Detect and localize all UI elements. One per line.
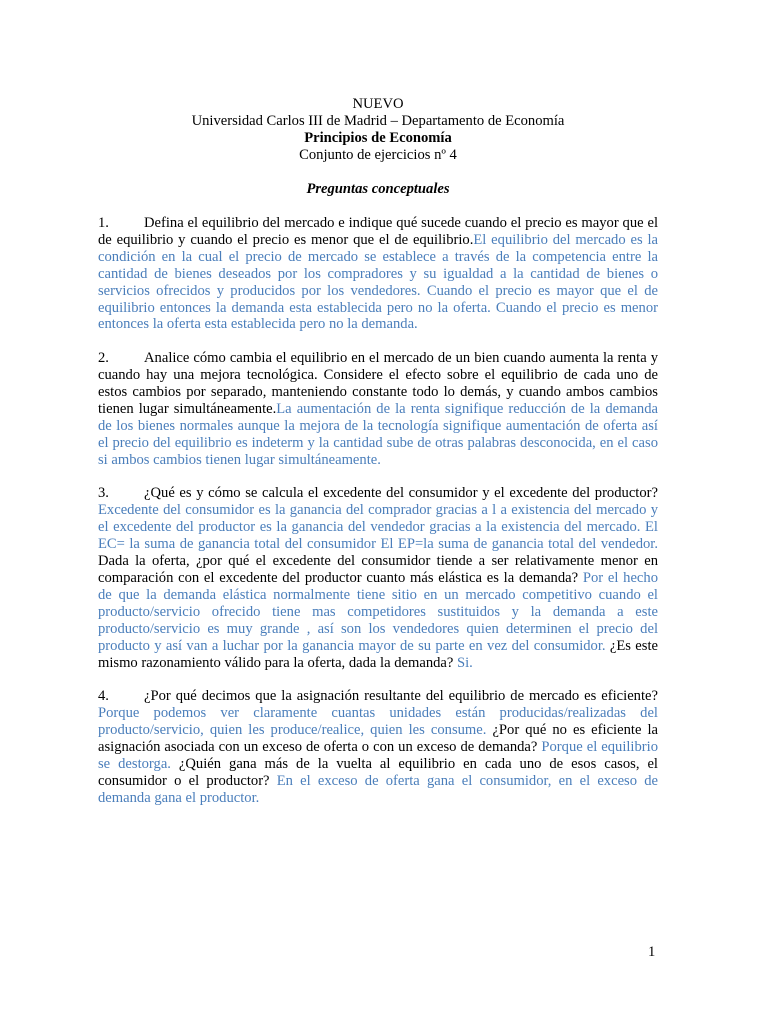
answer-text: El equilibrio del mercado es la condición en la cual el precio de mercado se establece a través de la competencia entre la cantidad de bienes deseados por los compradores y su igualdad a la cantidad de bienes o servicios ofrecidos y producidos por los vendedores. Cuando el precio es mayor que el de equilibrio entonces la demanda esta establecida pero no la oferta. Cuando el precio es menor entonces la oferta esta establecida pero no la demanda. [98, 231, 659, 333]
question-text: ¿Qué es y cómo se calcula el excedente del consumidor y el excedente del productor? [144, 485, 658, 502]
answer-text: Porque el equilibrio se destorga. [98, 739, 658, 772]
question-item [98, 215, 658, 333]
answer-text: La aumentación de la renta signifique reducción de la demanda de los bienes normales aunque la mejora de la tecnología signifique aumentación de oferta así el precio del equilibrio es indeterm y la cantidad sube de otras palabras desconocida, en el caso si ambos cambios tienen lugar simultáneamente. [98, 400, 658, 468]
question-number: 4. [98, 688, 109, 705]
question-number: 2. [98, 350, 109, 367]
course-title: Principios de Economía [304, 130, 452, 146]
question-item [98, 688, 658, 806]
answer-text: Si. [457, 654, 473, 671]
page-number: 1 [648, 944, 656, 960]
question-number: 1. [98, 215, 109, 231]
question-text: Dada la oferta, ¿por qué el excedente del consumidor tiende a ser relativamente menor en comparación con el excedente del productor cuanto más elástica es la demanda? [98, 553, 658, 586]
exercise-set-title: Conjunto de ejercicios nº 4 [299, 147, 457, 163]
question-number: 3. [98, 485, 109, 502]
question-text: ¿Es este mismo razonamiento válido para la oferta, dada la demanda? [98, 637, 658, 671]
document-header [98, 96, 658, 164]
question-text: Defina el equilibrio del mercado e indique qué sucede cuando el precio es mayor que el de equilibrio y cuando el precio es menor que el de equilibrio. [98, 215, 658, 248]
question-text: ¿Por qué no es eficiente la asignación asociada con un exceso de oferta o con un exceso de demanda? [98, 722, 658, 756]
header-label: NUEVO [352, 96, 404, 112]
question-text: ¿Por qué decimos que la asignación resultante del equilibrio de mercado es eficiente? [144, 688, 658, 705]
document-page [98, 96, 658, 824]
university-department: Universidad Carlos III de Madrid – Departamento de Economía [191, 113, 565, 129]
question-text: ¿Quién gana más de la vuelta al equilibrio en cada uno de esos casos, el consumidor o el productor? [98, 755, 658, 789]
question-item [98, 485, 658, 671]
question-text: Analice cómo cambia el equilibrio en el mercado de un bien cuando aumenta la renta y cuando hay una mejora tecnológica. Considere el efecto sobre el equilibrio de cada uno de estos cambios por separado, manteniendo constante todo lo demás, y cuando ambos cambios tienen lugar simultáneamente. [98, 350, 658, 417]
answer-text: Porque podemos ver claramente cuantas unidades están producidas/realizadas del producto/servicio, quien les produce/realice, quien les consume. [98, 705, 658, 739]
answer-text: Excedente del consumidor es la ganancia del comprador gracias a l a existencia del mercado y el excedente del productor es la ganancia del vendedor gracias a la existencia del mercado. El EC= la suma de ganancia total del consumidor El EP=la suma de ganancia total del vendedor. [98, 502, 658, 553]
question-item [98, 350, 658, 468]
answer-text: Por el hecho de que la demanda elástica normalmente tiene sitio en un mercado competitivo cuando el producto/servicio ofrecido tiene mas competidores sustituidos y la demanda a este producto/servicio es muy grande , así son los vendedores quien determinen el precio del producto y así van a luchar por la ganancia mayor de su parte en vez del consumidor. [98, 570, 658, 654]
question-list [98, 215, 658, 807]
answer-text: En el exceso de oferta gana el consumidor, en el exceso de demanda gana el productor. [98, 772, 658, 806]
section-title: Preguntas conceptuales [306, 181, 450, 197]
